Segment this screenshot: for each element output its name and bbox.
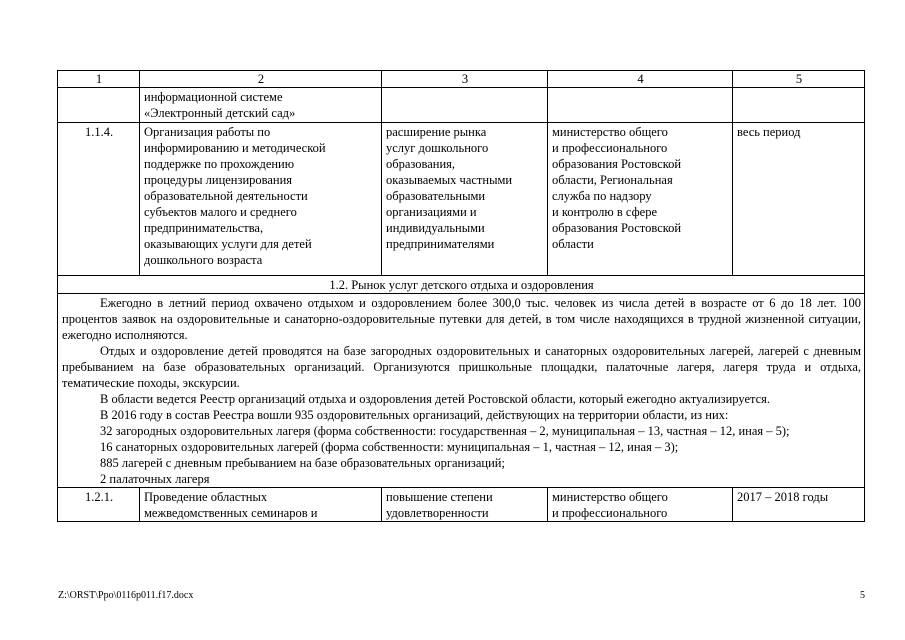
cell-measure: Проведение областных межведомственных семинаров и xyxy=(140,488,382,522)
cell-executor: министерство общего и профессионального образования Ростовской области, Региональная служба по надзору и контролю в сфере образования Ростовской области xyxy=(548,123,733,276)
cell-measure: Организация работы по информированию и методической поддержке по прохождению процедуры лицензирования образовательной деятельности субъектов малого и среднего предпринимательства, оказывающих услуги для детей дошкольного возраста xyxy=(140,123,382,276)
cell-result: расширение рынка услуг дошкольного образования, оказываемых частными образовательными организациями и индивидуальными предпринимателями xyxy=(382,123,548,276)
paragraph: 32 загородных оздоровительных лагеря (форма собственности: государственная – 2, муниципальная – 13, частная – 12, иная – 5); xyxy=(100,424,790,438)
cell-result-empty xyxy=(382,88,548,123)
cell-num-empty xyxy=(58,88,140,123)
header-cell-3: 3 xyxy=(382,71,548,88)
file-path: Z:\ORST\Ppo\0116p011.f17.docx xyxy=(58,590,194,601)
section-text xyxy=(58,294,865,488)
cell-executor-empty xyxy=(548,88,733,123)
paragraph: Ежегодно в летний период охвачено отдыхом и оздоровлением более 300,0 тыс. человек из числа детей в возрасте от 6 до 18 лет. 100 процентов заявок на оздоровительные и санаторно-оздоровительные путевки для детей, в том числе находящихся в трудной жизненной ситуации, ежегодно исполняются. xyxy=(62,296,861,342)
cell-period: 2017 – 2018 годы xyxy=(733,488,865,522)
row-number: 1.1.4. xyxy=(58,123,140,276)
table-row-1-2-1 xyxy=(58,488,865,522)
cell-measure: информационной системе «Электронный детский сад» xyxy=(140,88,382,123)
paragraph: 885 лагерей с дневным пребыванием на базе образовательных организаций; xyxy=(100,456,505,470)
section-heading-row xyxy=(58,276,865,294)
row-number: 1.2.1. xyxy=(58,488,140,522)
paragraph: В 2016 году в состав Реестра вошли 935 оздоровительных организаций, действующих на территории области, из них: xyxy=(100,408,729,422)
cell-result: повышение степени удовлетворенности xyxy=(382,488,548,522)
header-cell-1: 1 xyxy=(58,71,140,88)
section-title: 1.2. Рынок услуг детского отдыха и оздоровления xyxy=(58,276,865,294)
measures-table xyxy=(57,70,865,522)
table-header-row xyxy=(58,71,865,88)
page-number: 5 xyxy=(860,590,865,601)
text-block-row xyxy=(58,294,865,488)
table-row-continued xyxy=(58,88,865,123)
cell-period-empty xyxy=(733,88,865,123)
paragraph: 16 санаторных оздоровительных лагерей (форма собственности: муниципальная – 1, частная – 12, иная – 3); xyxy=(100,440,679,454)
header-cell-4: 4 xyxy=(548,71,733,88)
paragraph: Отдых и оздоровление детей проводятся на базе загородных оздоровительных и санаторных оздоровительных лагерей, лагерей с дневным пребыванием на базе образовательных организаций. Организуются пришкольные площадки, палаточные лагеря, лагеря труда и отдыха, тематические походы, экскурсии. xyxy=(62,344,861,390)
paragraph: В области ведется Реестр организаций отдыха и оздоровления детей Ростовской области, который ежегодно актуализируется. xyxy=(100,392,771,406)
header-cell-2: 2 xyxy=(140,71,382,88)
paragraph: 2 палаточных лагеря xyxy=(100,472,210,486)
cell-executor: министерство общего и профессионального xyxy=(548,488,733,522)
table-row-1-1-4 xyxy=(58,123,865,276)
cell-period: весь период xyxy=(733,123,865,276)
header-cell-5: 5 xyxy=(733,71,865,88)
